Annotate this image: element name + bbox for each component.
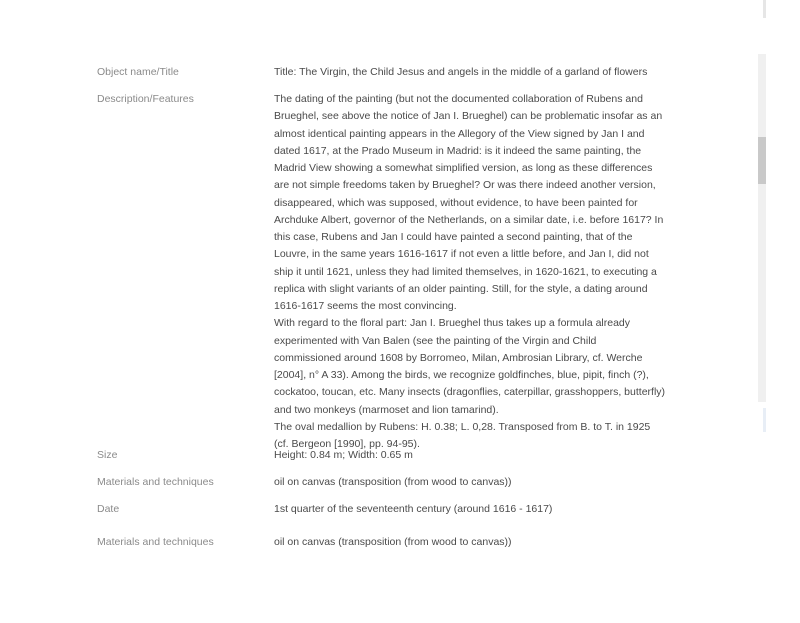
date-label: Date	[97, 503, 120, 515]
scrollbar-track[interactable]	[758, 54, 766, 402]
materials-value: oil on canvas (transposition (from wood to canvas))	[274, 476, 512, 488]
description-paragraph: The oval medallion by Rubens: H. 0.38; L. 0,28. Transposed from B. to T. in 1925 (cf. Bergeon [1990], pp. 94-95).	[274, 420, 651, 450]
description-paragraph: The dating of the painting (but not the documented collaboration of Rubens and Brueghel, see above the notice of Jan I. Brueghel) can be problematic insofar as an almost identical painting appears in the Allegory of the View signed by Jan I and dated 1617, at the Prado Museum in Madrid: is it indeed the same painting, the Madrid View showing a somewhat simplified version, as long as these differences are not simple freedoms taken by Brueghel? Or was there indeed another version, disappeared, which was supposed, without evidence, to have been painted for Archduke Albert, governor of the Netherlands, on a similar date, i.e. before 1617? In this case, Rubens and Jan I could have painted a second painting, that of the Louvre, in the same years 1616-1617 if not even a little before, and Jan I, did not ship it until 1621, unless they had limited themselves, in 1620-1621, to executing a replica with slight variants of an older painting. Still, for the style, a dating around 1616-1617 seems the most convincing.	[274, 93, 664, 312]
scroll-bottom-stub	[763, 408, 766, 432]
title-label: Object name/Title	[97, 66, 179, 78]
scroll-top-stub	[763, 0, 766, 18]
date-value: 1st quarter of the seventeenth century (around 1616 - 1617)	[274, 503, 553, 515]
scrollbar-thumb[interactable]	[758, 137, 766, 184]
materials-value-2: oil on canvas (transposition (from wood to canvas))	[274, 536, 512, 548]
description-label: Description/Features	[97, 93, 194, 105]
description-value	[274, 91, 666, 453]
size-label: Size	[97, 449, 118, 461]
materials-label: Materials and techniques	[97, 476, 214, 488]
materials-label-2: Materials and techniques	[97, 536, 214, 548]
title-value: Title: The Virgin, the Child Jesus and angels in the middle of a garland of flowers	[274, 66, 648, 78]
description-paragraph: With regard to the floral part: Jan I. Brueghel thus takes up a formula already experimented with Van Balen (see the painting of the Virgin and Child commissioned around 1608 by Borromeo, Milan, Ambrosian Library, cf. Werche [2004], n° A 33). Among the birds, we recognize goldfinches, blue, pipit, finch (?), cockatoo, toucan, etc. Many insects (dragonflies, caterpillar, grasshoppers, butterfly) and two monkeys (marmoset and lion tamarind).	[274, 317, 666, 416]
size-value: Height: 0.84 m; Width: 0.65 m	[274, 449, 413, 461]
